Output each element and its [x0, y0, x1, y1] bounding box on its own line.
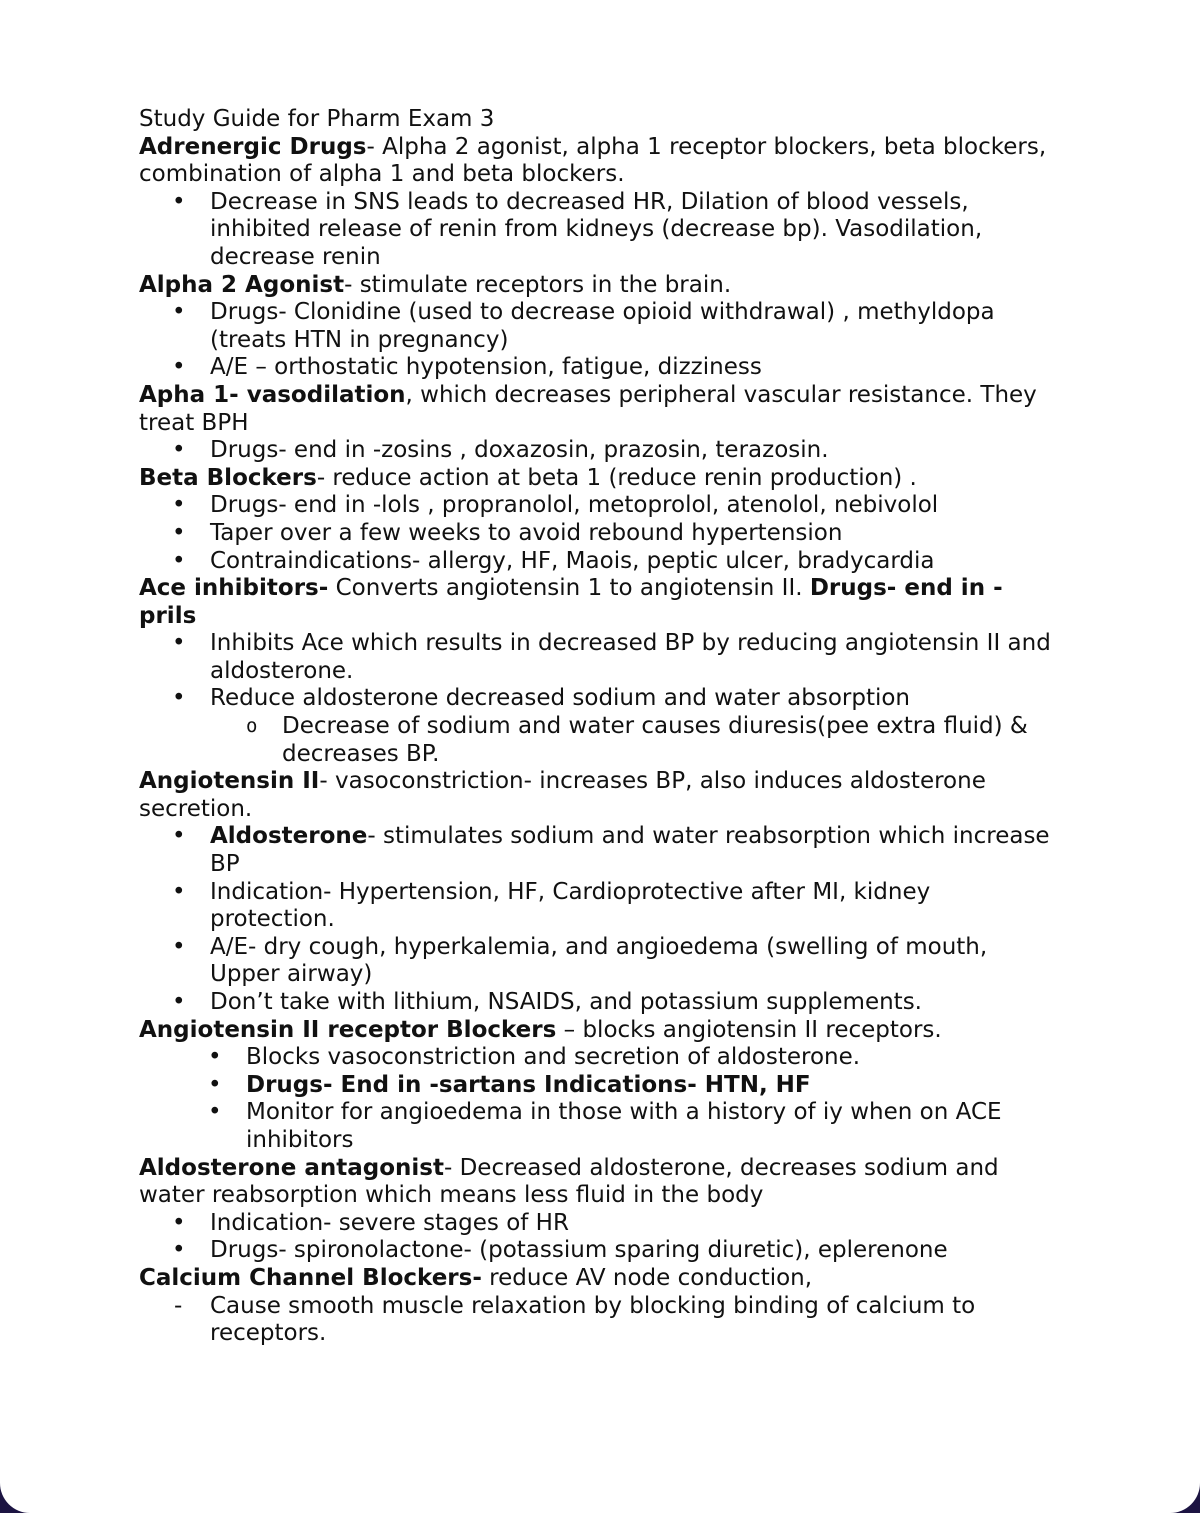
section-alpha1: [139, 382, 1059, 437]
bullet-list: [139, 299, 1059, 382]
list-item: - Cause smooth muscle relaxation by blocking binding of calcium to receptors.: [139, 1293, 1059, 1348]
section-beta-blockers: [139, 465, 1059, 493]
list-item: • Monitor for angioedema in those with a history of iy when on ACE inhibitors: [139, 1099, 1059, 1154]
section-heading: Alpha 2 Agonist: [139, 271, 345, 298]
section-intro: - Decreased aldosterone, decreases sodium and water reabsorption which means less fluid in the body: [139, 1154, 999, 1209]
bullet-list: [139, 630, 1059, 713]
section-heading: Adrenergic Drugs: [139, 133, 367, 160]
section-heading: Aldosterone antagonist: [139, 1154, 444, 1181]
bullet-list: [139, 437, 1059, 465]
bullet-list: [139, 1044, 1059, 1154]
document-page: [139, 106, 1059, 1348]
section-angiotensin-ii: [139, 768, 1059, 823]
list-item: • Contraindications- allergy, HF, Maois, peptic ulcer, bradycardia: [139, 548, 1059, 576]
section-heading: Angiotensin II receptor Blockers: [139, 1016, 557, 1043]
list-item: • Inhibits Ace which results in decreased BP by reducing angiotensin II and aldosterone.: [139, 630, 1059, 685]
section-intro: - reduce action at beta 1 (reduce renin production) .: [316, 464, 917, 491]
section-intro: - vasoconstriction- increases BP, also induces aldosterone secretion.: [139, 768, 986, 822]
section-heading: Angiotensin II: [139, 768, 320, 795]
bullet-list: [139, 1210, 1059, 1265]
section-heading-drugs: Drugs- end in -prils: [139, 575, 1003, 629]
section-alpha2: [139, 272, 1059, 300]
list-item-text: - stimulates sodium and water reabsorption which increase BP: [210, 823, 1050, 878]
list-item: • Drugs- Clonidine (used to decrease opioid withdrawal) , methyldopa (treats HTN in pregnancy): [139, 299, 1059, 354]
section-heading: Apha 1- vasodilation: [139, 381, 406, 408]
section-heading: Ace inhibitors-: [139, 575, 329, 602]
window-corner-left: [0, 1483, 30, 1513]
bullet-list: [139, 492, 1059, 575]
list-item: • Drugs- spironolactone- (potassium sparing diuretic), eplerenone: [139, 1237, 1059, 1265]
bullet-list: [139, 823, 1059, 1016]
section-intro: , which decreases peripheral vascular resistance. They treat BPH: [139, 381, 1037, 436]
section-aldosterone-antagonist: [139, 1155, 1059, 1210]
list-item: • Indication- Hypertension, HF, Cardioprotective after MI, kidney protection.: [139, 879, 1059, 934]
list-item: • Blocks vasoconstriction and secretion of aldosterone.: [139, 1044, 1059, 1072]
list-item: • A/E – orthostatic hypotension, fatigue, dizziness: [139, 354, 1059, 382]
section-intro: Converts angiotensin 1 to angiotensin II.: [328, 575, 810, 602]
list-item-bold: Aldosterone: [210, 823, 368, 850]
section-heading: Calcium Channel Blockers-: [139, 1264, 482, 1291]
document-title: Study Guide for Pharm Exam 3: [139, 106, 495, 132]
section-intro: reduce AV node conduction,: [481, 1264, 813, 1291]
bullet-list: [139, 189, 1059, 272]
list-item: • Indication- severe stages of HR: [139, 1210, 1059, 1238]
window-corner-right: [1170, 1483, 1200, 1513]
list-item: • Taper over a few weeks to avoid rebound hypertension: [139, 520, 1059, 548]
dash-list: [139, 1293, 1059, 1348]
section-adrenergic: [139, 134, 1059, 189]
list-item: • Drugs- end in -lols , propranolol, metoprolol, atenolol, nebivolol: [139, 492, 1059, 520]
list-item-bold: Drugs- End in -sartans Indications- HTN, HF: [246, 1071, 811, 1098]
list-item: • Reduce aldosterone decreased sodium and water absorption: [139, 685, 1059, 713]
list-item: • Drugs- end in -zosins , doxazosin, prazosin, terazosin.: [139, 437, 1059, 465]
list-item: [139, 823, 1059, 878]
section-intro: - stimulate receptors in the brain.: [344, 271, 732, 298]
section-ace-inhibitors: [139, 575, 1059, 630]
list-item: • A/E- dry cough, hyperkalemia, and angioedema (swelling of mouth, Upper airway): [139, 934, 1059, 989]
section-intro: – blocks angiotensin II receptors.: [556, 1016, 942, 1043]
list-item: [139, 1072, 1059, 1100]
sub-list-item: o Decrease of sodium and water causes diuresis(pee extra fluid) & decreases BP.: [139, 713, 1059, 768]
section-arb: [139, 1017, 1059, 1045]
list-item: • Decrease in SNS leads to decreased HR, Dilation of blood vessels, inhibited release of renin from kidneys (decrease bp). Vasodilation, decrease renin: [139, 189, 1059, 272]
section-heading: Beta Blockers: [139, 464, 317, 491]
section-calcium-channel-blockers: [139, 1265, 1059, 1293]
section-intro: - Alpha 2 agonist, alpha 1 receptor blockers, beta blockers, combination of alpha 1 and beta blockers.: [139, 133, 1047, 188]
sub-bullet-list: [139, 713, 1059, 768]
list-item: • Don’t take with lithium, NSAIDS, and potassium supplements.: [139, 989, 1059, 1017]
